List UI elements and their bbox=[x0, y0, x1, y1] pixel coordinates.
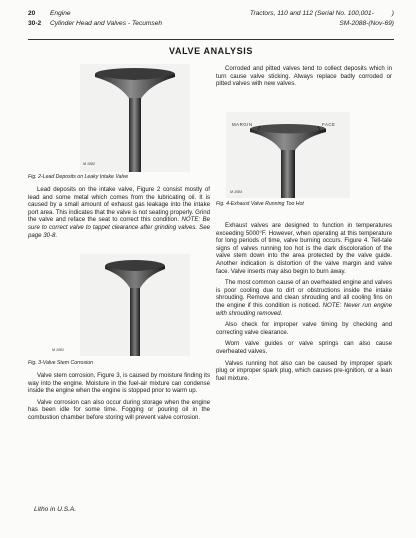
subsection-name: Cylinder Head and Valves - Tecumseh bbox=[50, 20, 163, 27]
figure-2-tag: M 1082 bbox=[83, 162, 95, 166]
right-column-top bbox=[216, 65, 392, 92]
lead-deposits-text: Lead deposits on the intake valve, Figure 2 consist mostly of lead and some metal which comes from the lubricating oil. It is caused by a small amount of exhaust gas leakage into the intake port area. This indicates that the valve is not seating properly. Grind the valve and reface the seat to correct this condition. bbox=[28, 186, 211, 224]
valve-illustration bbox=[80, 64, 190, 172]
header-rule bbox=[28, 39, 394, 40]
label-margin: MARGIN bbox=[232, 122, 253, 127]
page-header bbox=[28, 10, 394, 36]
paragraph-worn-guides: Worn valve guides or valve springs can also cause overheated valves. bbox=[216, 340, 392, 355]
shrouding-note: NOTE: Never run engine with shrouding removed. bbox=[216, 301, 392, 317]
page-number: 20 bbox=[28, 10, 36, 17]
figure-2-caption-wrap bbox=[28, 174, 210, 185]
figure-3-caption: Fig. 3-Valve Stem Corrosion bbox=[28, 360, 93, 366]
figure-4-image bbox=[226, 112, 350, 198]
header-model bbox=[250, 10, 394, 18]
lead-deposits-note: NOTE: Be sure to correct valve to tappet clearance after grinding valves. See page 30-8. bbox=[28, 216, 210, 239]
header-model-text: Tractors, 110 and 112 (Serial No. 100,001- bbox=[249, 10, 374, 17]
header-left-line2 bbox=[28, 20, 162, 28]
header-left-line1 bbox=[28, 10, 71, 18]
paragraph-stem-corrosion: Valve stem corrosion, Figure 3, is caused by moisture finding its way into the engine. Moisture in the fuel-air mixture can condense inside the engine when the engine is stopped prior to warm up. bbox=[28, 372, 210, 395]
paragraph-exhaust-temperature: Exhaust valves are designed to function in temperatures exceeding 5000°F. However, when operating at this temperature for long periods of time, valve burning occurs. Figure 4. Tell-tale signs of valves running too hot is the dark discoloration of the valve stem down into the area protected by the valve guide. Another indication is distortion of the valve margin and valve face. Valve inserts may also begin to burn away. bbox=[216, 222, 392, 275]
right-column-bottom bbox=[216, 222, 392, 386]
overheating-text: The most common cause of an overheated engine and valves is poor cooling due to dirt or obstructions inside the intake shrouding. Remove and clean shrouding and all cooling fins on the engine if this condition is noticed. bbox=[216, 279, 392, 309]
figure-3-tag: M 1081 bbox=[52, 348, 64, 352]
left-column-bottom bbox=[28, 372, 210, 426]
figure-3-caption-wrap bbox=[28, 360, 210, 371]
page-footer: Litho in U.S.A. bbox=[34, 506, 77, 513]
figure-2-caption: Fig. 2-Lead Deposits on Leaky Intake Valve bbox=[28, 174, 129, 180]
paragraph-pitted-valves: Corroded and pitted valves tend to collect deposits which in turn cause valve sticking. Always replace badly corroded or pitted valves with new valves. bbox=[216, 65, 392, 88]
paragraph-valve-timing: Also check for improper valve timing by checking and correcting valve clearance. bbox=[216, 321, 392, 336]
paragraph-lead-deposits bbox=[28, 186, 210, 239]
paragraph-storage-corrosion: Valve corrosion can also occur during storage when the engine has been idle for some time. Fogging or pouring oil in the combustion chamber before storing will prevent valve corrosion. bbox=[28, 398, 210, 421]
label-face: FACE bbox=[322, 122, 336, 127]
section-number: 30-2 bbox=[28, 20, 42, 27]
paragraph-overheating-cause bbox=[216, 279, 392, 317]
section-name: Engine bbox=[50, 10, 71, 17]
corroded-valve-illustration bbox=[80, 254, 190, 356]
figure-2-image bbox=[80, 64, 190, 172]
page-title: VALVE ANALYSIS bbox=[169, 46, 253, 56]
figure-4-caption-wrap bbox=[216, 201, 392, 212]
paragraph-spark-plug: Valves running hot also can be caused by improper spark plug or improper spark plug, which causes pre-ignition, or a lean fuel mixture. bbox=[216, 359, 392, 382]
figure-4-caption: Fig. 4-Exhaust Valve Running Too Hot bbox=[216, 201, 304, 207]
figure-3-image bbox=[52, 254, 190, 356]
left-column-top bbox=[28, 186, 210, 243]
figure-4-tag: M 1084 bbox=[230, 190, 242, 194]
header-manual-id: SM-2088-(Nov-69) bbox=[339, 20, 394, 27]
header-model-end: ) bbox=[391, 10, 394, 17]
